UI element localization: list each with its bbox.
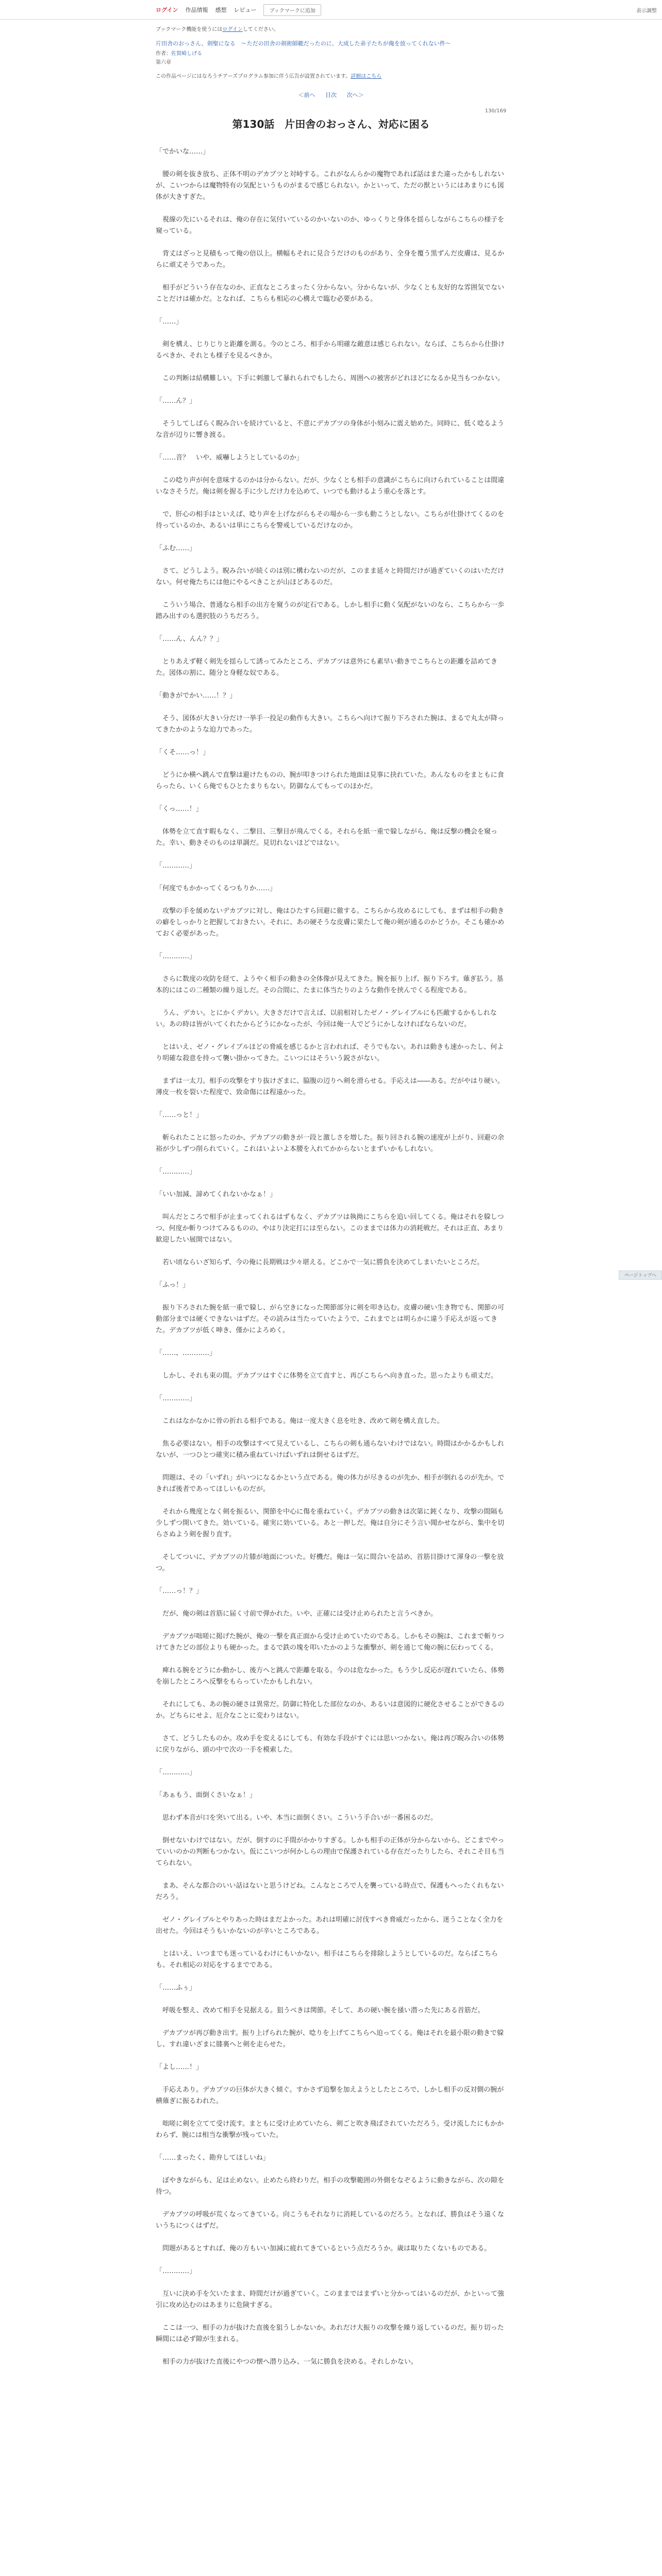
body-paragraph: 振り下ろされた腕を紙一重で躱し、がら空きになった関節部分に剣を叩き込む。皮膚の硬い生き物でも、関節の可動部分までは硬くできないはずだ。その読みは当たっていたようで、これまでとは明らかに違う手応えが返ってきた。デカブツが低く呻き、僅かによろめく。 xyxy=(156,1304,505,1334)
body-paragraph: 「……まったく、勘弁してほしいね」 xyxy=(156,2154,270,2162)
series-title-link[interactable]: 片田舎のおっさん、剣聖になる ～ただの田舎の剣術師範だったのに、大成した弟子たちが俺を放ってくれない件～ xyxy=(156,40,451,47)
body-paragraph: まずは一太刀。相手の攻撃をすり抜けざまに、脇腹の辺りへ剣を滑らせる。手応えは――ある。だがやはり硬い。薄皮一枚を裂いた程度で、致命傷には程遠かった。 xyxy=(156,1077,504,1096)
body-paragraph: ここは一つ、相手の力が抜けた直後を狙うしかないか。あれだけ大振りの攻撃を繰り返しているのだ。振り切った瞬間には必ず隙が生まれる。 xyxy=(156,2324,504,2343)
body-paragraph: 「……ん、んん？？」 xyxy=(156,635,223,643)
login-notice-prefix: ブックマーク機能を使うには xyxy=(156,27,223,32)
body-paragraph: 「何度でもかかってくるつもりか……」 xyxy=(156,885,276,892)
body-paragraph: それにしても、あの腕の硬さは異常だ。防御に特化した部位なのか、あるいは意図的に硬化させることができるのか。どちらにせよ、厄介なことに変わりはない。 xyxy=(156,1701,505,1720)
body-paragraph: 若い頃ならいざ知らず、今の俺に長期戦は少々堪える。どこかで一気に勝負を決めてしまいたいところだ。 xyxy=(156,1259,484,1266)
body-paragraph: 「……っ！？」 xyxy=(156,1587,203,1595)
page-top-button[interactable]: ページトップへ xyxy=(619,1270,662,1280)
body-paragraph: 「いい加減、諦めてくれないかなぁ！」 xyxy=(156,1191,277,1198)
body-paragraph: これはなかなかに骨の折れる相手である。俺は一度大きく息を吐き、改めて剣を構え直した。 xyxy=(156,1417,444,1425)
display-settings-link[interactable]: 表示調整 xyxy=(636,8,657,14)
top-nav xyxy=(156,0,321,20)
body-paragraph: そう、図体が大きい分だけ一挙手一投足の動作も大きい。こちらへ向けて振り下ろされた腕は、まるで丸太が降ってきたかのような迫力であった。 xyxy=(156,715,504,734)
body-paragraph: 問題があるとすれば、俺の方もいい加減に疲れてきているという点だろうか。歳は取りたくないものである。 xyxy=(156,2245,491,2252)
body-paragraph: そうしてしばらく睨み合いを続けていると、不意にデカブツの身体が小刻みに震え始めた。同時に、低く唸るような音が辺りに響き渡る。 xyxy=(156,420,504,439)
ad-notice-text: この作品ページにはなろうチアーズプログラム参加に伴う広告が設置されています。 xyxy=(156,74,351,79)
body-paragraph: 「……音？ いや、威嚇しようとしているのか」 xyxy=(156,454,303,462)
body-paragraph: デカブツが咄嗟に掲げた腕が、俺の一撃を真正面から受け止めていたのである。しかもその腕は、これまで斬りつけてきたどの部位よりも硬かった。まるで鉄の塊を叩いたかのような衝撃が、剣を通じて俺の腕に伝わってくる。 xyxy=(156,1633,504,1652)
main-content xyxy=(156,25,506,2368)
body-paragraph: 背丈はざっと見積もって俺の倍以上。横幅もそれに見合うだけのものがあり、全身を覆う黒ずんだ皮膚は、見るからに頑丈そうであった。 xyxy=(156,250,505,269)
body-paragraph: 「…………」 xyxy=(156,862,196,870)
body-paragraph: まあ、そんな都合のいい話はないと思うけどね。こんなところで人を襲っている時点で、保護もへったくれもないだろう。 xyxy=(156,1882,504,1901)
body-paragraph: 「…………」 xyxy=(156,1395,196,1402)
body-paragraph: 視線の先にいるそれは、俺の存在に気付いているのかいないのか、ゆっくりと身体を揺らしながらこちらの様子を窺っている。 xyxy=(156,216,504,235)
body-paragraph: さらに数度の攻防を経て、ようやく相手の動きの全体像が見えてきた。腕を振り上げ、振り下ろす。薙ぎ払う。基本的にはこの二種類の繰り返しだ。その合間に、たまに体当たりのような動作を挟んでくる程度である。 xyxy=(156,975,504,994)
table-of-contents-link[interactable]: 目次 xyxy=(325,92,337,98)
top-bar xyxy=(0,0,662,20)
body-paragraph: しかし、それも束の間。デカブツはすぐに体勢を立て直すと、再びこちらへ向き直った。思ったよりも頑丈だ。 xyxy=(156,1372,498,1380)
author-link[interactable]: 佐賀崎しげる xyxy=(171,51,202,57)
body-paragraph: 「くっ……！」 xyxy=(156,805,203,813)
body-paragraph: うん、デカい。とにかくデカい。大きさだけで言えば、以前相対したゼノ・グレイブルにも匹敵するかもしれない。あの時は皆がいてくれたからどうにかなったが、今回は俺一人でどうにかしなければならないのだ。 xyxy=(156,1009,497,1028)
body-paragraph: 相手の力が抜けた直後にやつの懐へ潜り込み、一気に勝負を決める。それしかない。 xyxy=(156,2358,418,2366)
body-paragraph: 腰の剣を抜き放ち、正体不明のデカブツと対峙する。これがなんらかの魔物であれば話はまた違ったかもしれないが、こいつからは魔物特有の気配というものがまるで感じられない。かといって、ただの獣というにはあまりにも図体が大きすぎた。 xyxy=(156,171,504,201)
body-paragraph: ぼやきながらも、足は止めない。止めたら終わりだ。相手の攻撃範囲の外側をなぞるように動きながら、次の隙を待つ。 xyxy=(156,2177,505,2196)
work-info-link[interactable]: 作品情報 xyxy=(185,7,208,13)
episode-counter: 130/169 xyxy=(485,108,506,114)
add-bookmark-button[interactable]: ブックマークに追加 xyxy=(263,4,321,16)
body-paragraph: 互いに決め手を欠いたまま、時間だけが過ぎていく。このままではまずいと分かってはいるのだが、かといって強引に攻め込むのはあまりに危険すぎる。 xyxy=(156,2290,504,2309)
body-paragraph: 思わず本音が口を突いて出る。いや、本当に面倒くさい。こういう手合いが一番困るのだ。 xyxy=(156,1814,437,1822)
body-paragraph: こういう場合、普通なら相手の出方を窺うのが定石である。しかし相手に動く気配がないのなら、こちらから一歩踏み出すのも選択肢のうちだろう。 xyxy=(156,601,505,620)
body-paragraph: 「くそ……っ！」 xyxy=(156,749,210,756)
body-paragraph: とはいえ、ゼノ・グレイブルほどの脅威を感じるかと言われれば、そうでもない。あれは動きも速かったし、何より明確な殺意を持って襲い掛かってきた。こいつにはそういう鋭さがない。 xyxy=(156,1043,504,1062)
body-paragraph: この判断は結構難しい。下手に刺激して暴れられでもしたら、周囲への被害がどれほどになるか見当もつかない。 xyxy=(156,375,505,382)
body-paragraph: 「…………」 xyxy=(156,1168,196,1176)
body-paragraph: さて、どうしたものか。攻め手を変えるにしても、有効な手段がすぐには思いつかない。俺は再び睨み合いの体勢に戻りながら、頭の中で次の一手を模索した。 xyxy=(156,1735,504,1754)
body-paragraph: 倒せないわけではない。だが、倒すのに手間がかかりすぎる。しかも相手の正体が分からないから、どこまでやっていいのかの判断もつかない。仮にこいつが何かしらの理由で保護されている存在だったりしたら、それこそ目も当てられない。 xyxy=(156,1837,505,1867)
body-paragraph: 「ふむ……」 xyxy=(156,545,196,552)
body-paragraph: それから幾度となく剣を振るい、関節を中心に傷を重ねていく。デカブツの動きは次第に鈍くなり、攻撃の間隔も少しずつ開いてきた。効いている。確実に効いている。あと一押しだ。俺は自分にそう言い聞かせながら、集中を切らさぬよう剣を握り直す。 xyxy=(156,1508,505,1538)
body-paragraph: だが、俺の剣は首筋に届く寸前で弾かれた。いや、正確には受け止められたと言うべきか。 xyxy=(156,1610,437,1618)
body-paragraph: 「…………」 xyxy=(156,2267,196,2275)
body-paragraph: 「よし……！」 xyxy=(156,2063,203,2071)
body-paragraph: ゼノ・グレイブルとやりあった時はまだよかった。あれは明確に討伐すべき脅威だったから、迷うことなく全力を出せた。今回はそうもいかないのが辛いところである。 xyxy=(156,1916,503,1935)
body-paragraph: 体勢を立て直す暇もなく、二撃目、三撃目が飛んでくる。それらを紙一重で躱しながら、俺は反撃の機会を窺った。幸い、動きそのものは単調だ。見切れないほどではない。 xyxy=(156,828,498,847)
body-paragraph: 「……、…………」 xyxy=(156,1349,217,1357)
prev-episode-link[interactable]: ＜前へ xyxy=(298,92,316,98)
login-notice xyxy=(156,25,506,32)
body-paragraph: デカブツの呼吸が荒くなってきている。向こうもそれなりに消耗しているのだろう。となれば、勝負はそう遠くないうちにつくはずだ。 xyxy=(156,2211,504,2230)
chapter-group-title: 第六章 xyxy=(156,60,171,65)
body-paragraph: とりあえず軽く剣先を揺らして誘ってみたところ、デカブツは意外にも素早い動きでこちらとの距離を詰めてきた。図体の割に、随分と身軽な奴である。 xyxy=(156,658,498,677)
login-notice-suffix: してください。 xyxy=(242,27,279,32)
episode-title: 第130話 片田舎のおっさん、対応に困る xyxy=(232,118,430,130)
body-paragraph: 叫んだところで相手が止まってくれるはずもなく、デカブツは執拗にこちらを追い回してくる。俺はそれを躱しつつ、何度か斬りつけてみるものの、やはり決定打には至らない。このままでは体力の消耗戦だ。それは正直、あまり歓迎したい展開ではない。 xyxy=(156,1213,504,1244)
ad-notice-details-link[interactable]: 詳細はこちら xyxy=(351,74,382,79)
body-paragraph: 「ふっ！」 xyxy=(156,1281,190,1289)
body-paragraph: 「…………」 xyxy=(156,1769,196,1776)
impressions-link[interactable]: 感想 xyxy=(215,7,227,13)
body-paragraph: 呼吸を整え、改めて相手を見据える。狙うべきは関節。そして、あの硬い腕を掻い潜った先にある首筋だ。 xyxy=(156,2007,485,2014)
episode-pager xyxy=(156,91,506,99)
body-paragraph: そしてついに、デカブツの片膝が地面についた。好機だ。俺は一気に間合いを詰め、首筋目掛けて渾身の一撃を放つ。 xyxy=(156,1553,504,1572)
body-paragraph: 「…………」 xyxy=(156,953,196,960)
body-paragraph: 手応えあり。デカブツの巨体が大きく傾ぐ。すかさず追撃を加えようとしたところで、しかし相手の反対側の腕が横薙ぎに振るわれた。 xyxy=(156,2086,504,2105)
novel-body xyxy=(156,146,506,2368)
body-paragraph: 焦る必要はない。相手の攻撃はすべて見えているし、こちらの剣も通らないわけではない。時間はかかるかもしれないが、一つひとつ確実に積み重ねていけばいずれは倒せるはずだ。 xyxy=(156,1440,504,1459)
login-link[interactable]: ログイン xyxy=(156,7,178,13)
body-paragraph: この唸り声が何を意味するのかは分からない。だが、少なくとも相手の意識がこちらに向けられていることは間違いなさそうだ。俺は剣を握る手に少しだけ力を込めて、いつでも動けるよう重心を落とす。 xyxy=(156,477,505,496)
body-paragraph: 「……ふぅ」 xyxy=(156,1984,196,1992)
login-notice-link[interactable]: ログイン xyxy=(222,27,243,32)
author-line xyxy=(156,49,506,57)
body-paragraph: 攻撃の手を緩めないデカブツに対し、俺はひたすら回避に徹する。こちらから攻めるにしても、まずは相手の動きの癖をしっかりと把握しておきたい。それに、あの硬そうな皮膚に果たして俺の剣が通るのかどうか。そこも確かめておく必要があった。 xyxy=(156,907,505,938)
body-paragraph: 咄嗟に剣を立てて受け流す。まともに受け止めていたら、剣ごと吹き飛ばされていただろう。受け流したにもかかわらず、腕には相当な衝撃が残っていた。 xyxy=(156,2120,504,2139)
body-paragraph: 「動きがでかい……！？」 xyxy=(156,692,237,700)
body-paragraph: 「……ん？」 xyxy=(156,397,196,405)
body-paragraph: 「……」 xyxy=(156,318,183,326)
body-paragraph: 斬られたことに怒ったのか、デカブツの動きが一段と激しさを増した。振り回される腕の速度が上がり、回避の余裕が少しずつ削られていく。これはいよいよ本腰を入れてかからないとまずいかもしれない。 xyxy=(156,1134,504,1153)
body-paragraph: 「あぁもう、面倒くさいなぁ！」 xyxy=(156,1791,256,1799)
body-paragraph: 痺れる腕をどうにか動かし、後方へと跳んで距離を取る。今のは危なかった。もう少し反応が遅れていたら、体勢を崩したところへ反撃をもらっていたかもしれない。 xyxy=(156,1667,505,1686)
body-paragraph: 「……っと！」 xyxy=(156,1111,203,1119)
body-paragraph: で、肝心の相手はといえば、唸り声を上げながらもその場から一歩も動こうとしない。こちらが仕掛けてくるのを待っているのか、あるいは単にこちらを警戒しているだけなのか。 xyxy=(156,511,504,530)
review-link[interactable]: レビュー xyxy=(234,7,257,13)
body-paragraph: とはいえ、いつまでも迷っているわけにもいかない。相手はこちらを排除しようとしているのだ。ならばこちらも、それ相応の対応をするまでである。 xyxy=(156,1950,498,1969)
body-paragraph: 「でかいな……」 xyxy=(156,148,210,156)
body-paragraph: 相手がどういう存在なのか、正直なところまったく分からない。分からないが、少なくとも友好的な雰囲気でないことだけは確かだ。となれば、こちらも相応の心構えで臨む必要がある。 xyxy=(156,284,505,303)
body-paragraph: どうにか横へ跳んで直撃は避けたものの、腕が叩きつけられた地面は見事に抉れていた。あんなものをまともに食らったら、いくら俺でもひとたまりもない。防御なんてもってのほかだ。 xyxy=(156,771,504,790)
body-paragraph: さて、どうしよう。睨み合いが続くのは別に構わないのだが、このまま延々と時間だけが過ぎていくのはいただけない。何せ俺たちには他にやるべきことが山ほどあるのだ。 xyxy=(156,567,504,586)
author-label: 作者： xyxy=(156,51,171,57)
body-paragraph: 剣を構え、じりじりと距離を測る。今のところ、相手から明確な敵意は感じられない。ならば、こちらから仕掛けるべきか、それとも様子を見るべきか。 xyxy=(156,341,505,360)
body-paragraph: 問題は、その「いずれ」がいつになるかという点である。俺の体力が尽きるのが先か、相手が倒れるのが先か。できれば後者であってほしいものだが。 xyxy=(156,1474,505,1493)
body-paragraph: デカブツが再び動き出す。振り上げられた腕が、唸りを上げてこちらへ迫ってくる。俺はそれを最小限の動きで躱し、すれ違いざまに膝裏へと剣を走らせた。 xyxy=(156,2029,504,2048)
ad-notice xyxy=(156,72,506,79)
next-episode-link[interactable]: 次へ＞ xyxy=(346,92,364,98)
